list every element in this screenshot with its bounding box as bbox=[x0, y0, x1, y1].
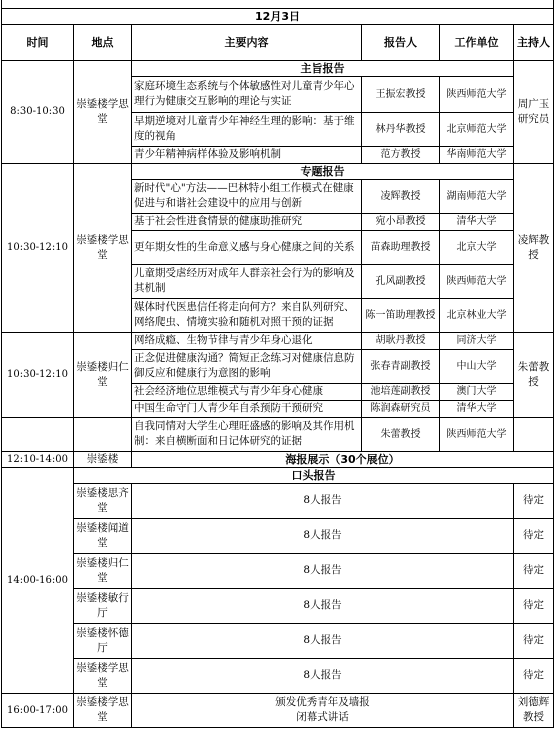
talk-title: 网络成瘾、生物节律与青少年身心退化 bbox=[132, 332, 362, 349]
oral-venue: 崇鋈楼学思堂 bbox=[74, 658, 132, 693]
talk-speaker: 苗森助理教授 bbox=[362, 230, 440, 264]
talk-title: 早期逆境对儿童青少年神经生理的影响：基于维度的视角 bbox=[132, 112, 362, 146]
oral-content: 8人报告 bbox=[132, 658, 514, 693]
keynote-host: 周广玉研究员 bbox=[514, 60, 554, 163]
talk-title: 家庭环境生态系统与个体敏感性对儿童青少年心理行为健康交互影响的理论与实证 bbox=[132, 76, 362, 112]
talk-title: 新时代"心"方法——巴林特小组工作模式在健康促进与和谐社会建设中的应用与创新 bbox=[132, 179, 362, 213]
closing-host: 刘德辉教授 bbox=[514, 693, 554, 727]
special1-host: 凌辉教授 bbox=[514, 163, 554, 332]
table-row bbox=[2, 658, 554, 693]
talk-speaker: 胡耿丹教授 bbox=[362, 332, 440, 349]
talk-affiliation: 北京大学 bbox=[440, 230, 514, 264]
oral-venue: 崇鋈楼归仁堂 bbox=[74, 553, 132, 588]
header-speaker: 报告人 bbox=[362, 24, 440, 60]
oral-host: 待定 bbox=[514, 483, 554, 518]
header-venue: 地点 bbox=[74, 24, 132, 60]
talk-affiliation: 北京林业大学 bbox=[440, 298, 514, 332]
talk-speaker: 张春青副教授 bbox=[362, 349, 440, 383]
table-row bbox=[2, 588, 554, 623]
talk-title: 中国生命守门人青少年自杀预防干预研究 bbox=[132, 400, 362, 417]
oral-host: 待定 bbox=[514, 588, 554, 623]
oral-content: 8人报告 bbox=[132, 623, 514, 658]
talk-affiliation: 中山大学 bbox=[440, 349, 514, 383]
talk-speaker: 林丹华教授 bbox=[362, 112, 440, 146]
closing-venue: 崇鋈楼学思堂 bbox=[74, 693, 132, 727]
talk-affiliation: 陕西师范大学 bbox=[440, 264, 514, 298]
table-row bbox=[2, 553, 554, 588]
table-row bbox=[2, 623, 554, 658]
talk-title: 媒体时代医患信任将走向何方？来自队列研究、网络爬虫、情境实验和随机对照干预的证据 bbox=[132, 298, 362, 332]
keynote-section-title: 主旨报告 bbox=[132, 60, 514, 76]
header-row bbox=[2, 24, 554, 60]
oral-host: 待定 bbox=[514, 623, 554, 658]
oral-section-title: 口头报告 bbox=[74, 467, 554, 483]
keynote-time: 8:30-10:30 bbox=[2, 60, 74, 163]
talk-affiliation: 华南师范大学 bbox=[440, 146, 514, 163]
oral-venue: 崇鋈楼思齐堂 bbox=[74, 483, 132, 518]
poster-label: 海报展示（30个展位） bbox=[132, 451, 554, 467]
oral-time: 14:00-16:00 bbox=[2, 467, 74, 693]
talk-speaker: 陈润森研究员 bbox=[362, 400, 440, 417]
oral-content: 8人报告 bbox=[132, 553, 514, 588]
poster-row bbox=[2, 451, 554, 467]
oral-content: 8人报告 bbox=[132, 588, 514, 623]
talk-speaker: 池培莲副教授 bbox=[362, 383, 440, 400]
talk-affiliation: 陕西师范大学 bbox=[440, 417, 514, 451]
talk-speaker: 凌辉教授 bbox=[362, 179, 440, 213]
talk-speaker: 孔风副教授 bbox=[362, 264, 440, 298]
closing-row bbox=[2, 693, 554, 727]
talk-affiliation: 澳门大学 bbox=[440, 383, 514, 400]
talk-affiliation: 陕西师范大学 bbox=[440, 76, 514, 112]
talk-speaker: 宛小昂教授 bbox=[362, 213, 440, 230]
special2-time: 10:30-12:10 bbox=[2, 332, 74, 417]
special1-venue: 崇鋈楼学思堂 bbox=[74, 163, 132, 332]
oral-host: 待定 bbox=[514, 553, 554, 588]
date-heading: 12月3日 bbox=[2, 8, 554, 24]
header-host: 主持人 bbox=[514, 24, 554, 60]
special1-time: 10:30-12:10 bbox=[2, 163, 74, 332]
keynote-venue: 崇鋈楼学思堂 bbox=[74, 60, 132, 163]
special2-host: 朱蕾教授 bbox=[514, 332, 554, 417]
oral-host: 待定 bbox=[514, 518, 554, 553]
table-row bbox=[2, 518, 554, 553]
poster-venue: 崇鋈楼 bbox=[74, 451, 132, 467]
oral-host: 待定 bbox=[514, 658, 554, 693]
header-affiliation: 工作单位 bbox=[440, 24, 514, 60]
talk-affiliation: 清华大学 bbox=[440, 400, 514, 417]
closing-line-2: 闭幕式讲话 bbox=[296, 711, 349, 723]
talk-title: 青少年精神病样体验及影响机制 bbox=[132, 146, 362, 163]
poster-time: 12:10-14:00 bbox=[2, 451, 74, 467]
talk-title: 自我同情对大学生心理旺盛感的影响及其作用机制：来自横断面和日记体研究的证据 bbox=[132, 417, 362, 451]
talk-affiliation: 清华大学 bbox=[440, 213, 514, 230]
table-row bbox=[2, 417, 554, 451]
table-row bbox=[2, 483, 554, 518]
closing-content bbox=[132, 693, 514, 727]
talk-speaker: 陈一笛助理教授 bbox=[362, 298, 440, 332]
talk-title: 基于社会性进食情景的健康助推研究 bbox=[132, 213, 362, 230]
table-row bbox=[2, 332, 554, 349]
talk-speaker: 朱蕾教授 bbox=[362, 417, 440, 451]
oral-content: 8人报告 bbox=[132, 518, 514, 553]
special2-venue: 崇鋈楼归仁堂 bbox=[74, 332, 132, 417]
talk-title: 更年期女性的生命意义感与身心健康之间的关系 bbox=[132, 230, 362, 264]
oral-venue: 崇鋈楼闻道堂 bbox=[74, 518, 132, 553]
closing-line-1: 颁发优秀青年及墙报 bbox=[275, 696, 370, 708]
schedule-table bbox=[1, 0, 554, 728]
talk-affiliation: 北京师范大学 bbox=[440, 112, 514, 146]
talk-speaker: 王振宏教授 bbox=[362, 76, 440, 112]
header-time: 时间 bbox=[2, 24, 74, 60]
oral-venue: 崇鋈楼敏行厅 bbox=[74, 588, 132, 623]
header-content: 主要内容 bbox=[132, 24, 362, 60]
talk-speaker: 范方教授 bbox=[362, 146, 440, 163]
oral-content: 8人报告 bbox=[132, 483, 514, 518]
closing-time: 16:00-17:00 bbox=[2, 693, 74, 727]
talk-affiliation: 同济大学 bbox=[440, 332, 514, 349]
special-section-title: 专题报告 bbox=[132, 163, 514, 179]
talk-title: 社会经济地位思维模式与青少年身心健康 bbox=[132, 383, 362, 400]
talk-title: 正念促进健康沟通？简短正念练习对健康信息防御反应和健康行为意图的影响 bbox=[132, 349, 362, 383]
oral-venue: 崇鋈楼怀德厅 bbox=[74, 623, 132, 658]
talk-title: 儿童期受虐经历对成年人群亲社会行为的影响及其机制 bbox=[132, 264, 362, 298]
talk-affiliation: 湖南师范大学 bbox=[440, 179, 514, 213]
